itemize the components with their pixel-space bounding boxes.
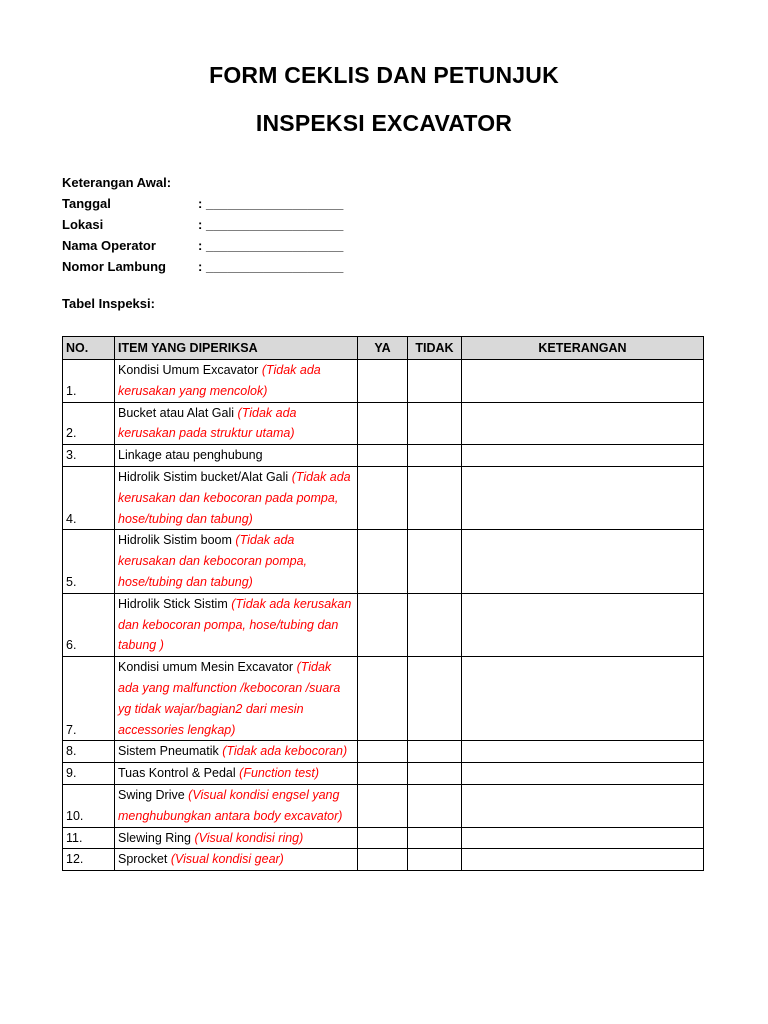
table-row: [63, 593, 704, 656]
row-number: 3.: [63, 445, 115, 467]
inspection-table-heading: Tabel Inspeksi:: [62, 296, 155, 311]
info-label: Lokasi: [62, 217, 104, 232]
row-number: 7.: [63, 657, 115, 741]
table-row: [63, 784, 704, 827]
ya-check-cell[interactable]: [358, 530, 408, 593]
table-row: [63, 657, 704, 741]
hull-number-blank-field[interactable]: ___________________: [206, 259, 344, 274]
document-title-line2: INSPEKSI EXCAVATOR: [255, 110, 513, 136]
item-cell: [115, 445, 358, 467]
info-label: Nama Operator: [62, 238, 156, 253]
ya-check-cell[interactable]: [358, 741, 408, 763]
item-cell: [115, 657, 358, 741]
info-row-operator: [62, 235, 343, 256]
keterangan-cell[interactable]: [462, 402, 704, 445]
table-row: [63, 360, 704, 403]
row-number: 4.: [63, 466, 115, 529]
info-separator: :: [198, 238, 203, 253]
item-name: Bucket atau Alat Gali: [118, 405, 235, 420]
ya-check-cell[interactable]: [358, 402, 408, 445]
table-row: [63, 466, 704, 529]
tidak-check-cell[interactable]: [408, 657, 462, 741]
tidak-check-cell[interactable]: [408, 741, 462, 763]
keterangan-cell[interactable]: [462, 466, 704, 529]
tidak-check-cell[interactable]: [408, 530, 462, 593]
item-inspection-hint: (Visual kondisi gear): [170, 852, 284, 867]
item-cell: [115, 784, 358, 827]
ya-check-cell[interactable]: [358, 360, 408, 403]
date-blank-field[interactable]: ___________________: [206, 196, 344, 211]
item-cell: [115, 402, 358, 445]
item-inspection-hint: (Visual kondisi engsel yang menghubungkan antara body excavator): [118, 787, 343, 823]
tidak-check-cell[interactable]: [408, 402, 462, 445]
keterangan-cell[interactable]: [462, 530, 704, 593]
row-number: 11.: [63, 827, 115, 849]
info-separator: :: [198, 196, 203, 211]
keterangan-cell[interactable]: [462, 763, 704, 785]
ya-check-cell[interactable]: [358, 763, 408, 785]
table-row: [63, 445, 704, 467]
item-name: Linkage atau penghubung: [118, 448, 263, 463]
item-inspection-hint: (Function test): [239, 766, 320, 781]
tidak-check-cell[interactable]: [408, 849, 462, 871]
item-cell: [115, 741, 358, 763]
row-number: 12.: [63, 849, 115, 871]
row-number: 5.: [63, 530, 115, 593]
info-row-hull-number: [62, 256, 343, 277]
item-inspection-hint: (Tidak ada kebocoran): [222, 744, 348, 759]
item-name: Sistem Pneumatik: [118, 744, 219, 759]
item-name: Kondisi Umum Excavator: [118, 363, 259, 377]
info-separator: :: [198, 259, 203, 274]
info-row-date: [62, 193, 343, 214]
column-header-ya: YA: [358, 337, 408, 360]
table-header-row: [63, 337, 704, 360]
item-cell: [115, 827, 358, 849]
ya-check-cell[interactable]: [358, 445, 408, 467]
info-label: Nomor Lambung: [62, 259, 166, 274]
row-number: 6.: [63, 593, 115, 656]
ya-check-cell[interactable]: [358, 849, 408, 871]
keterangan-cell[interactable]: [462, 445, 704, 467]
row-number: 8.: [63, 741, 115, 763]
item-cell: [115, 360, 358, 403]
tidak-check-cell[interactable]: [408, 763, 462, 785]
item-name: Hidrolik Stick Sistim: [118, 596, 228, 611]
table-row: [63, 402, 704, 445]
item-cell: [115, 849, 358, 871]
table-row: [63, 530, 704, 593]
ya-check-cell[interactable]: [358, 784, 408, 827]
document-title-line1: FORM CEKLIS DAN PETUNJUK: [209, 62, 559, 88]
keterangan-cell[interactable]: [462, 360, 704, 403]
ya-check-cell[interactable]: [358, 593, 408, 656]
item-cell: [115, 530, 358, 593]
item-name: Hidrolik Sistim bucket/Alat Gali: [118, 469, 289, 484]
operator-blank-field[interactable]: ___________________: [206, 238, 344, 253]
item-name: Swing Drive: [118, 787, 185, 802]
tidak-check-cell[interactable]: [408, 827, 462, 849]
table-row: [63, 849, 704, 871]
item-cell: [115, 466, 358, 529]
item-inspection-hint: (Tidak ada kerusakan dan kebocoran pompa, hose/tubing dan tabung): [118, 533, 308, 589]
table-row: [63, 763, 704, 785]
initial-info-heading: Keterangan Awal:: [62, 175, 172, 190]
table-row: [63, 741, 704, 763]
table-body: [63, 360, 704, 871]
item-inspection-hint: (Tidak ada yang malfunction /kebocoran /suara yg tidak wajar/bagian2 dari mesin accessories lengkap): [118, 660, 341, 737]
item-inspection-hint: (Tidak ada kerusakan pada struktur utama): [118, 405, 297, 441]
row-number: 2.: [63, 402, 115, 445]
keterangan-cell[interactable]: [462, 849, 704, 871]
inspection-table: [62, 336, 704, 871]
row-number: 9.: [63, 763, 115, 785]
tidak-check-cell[interactable]: [408, 784, 462, 827]
row-number: 1.: [63, 360, 115, 403]
initial-info-section: [62, 172, 343, 277]
tidak-check-cell[interactable]: [408, 593, 462, 656]
info-row-location: [62, 214, 343, 235]
row-number: 10.: [63, 784, 115, 827]
location-blank-field[interactable]: ___________________: [206, 217, 344, 232]
item-name: Slewing Ring: [118, 830, 191, 845]
item-name: Kondisi umum Mesin Excavator: [118, 660, 294, 675]
keterangan-cell[interactable]: [462, 657, 704, 741]
info-label: Tanggal: [62, 196, 111, 211]
column-header-item: ITEM YANG DIPERIKSA: [115, 337, 358, 360]
tidak-check-cell[interactable]: [408, 466, 462, 529]
item-cell: [115, 593, 358, 656]
item-cell: [115, 763, 358, 785]
table-row: [63, 827, 704, 849]
item-inspection-hint: (Tidak ada kerusakan dan kebocoran pada pompa, hose/tubing dan tabung): [118, 469, 351, 526]
item-inspection-hint: (Tidak ada kerusakan yang mencolok): [118, 363, 321, 398]
tidak-check-cell[interactable]: [408, 360, 462, 403]
column-header-keterangan: KETERANGAN: [462, 337, 704, 360]
keterangan-cell[interactable]: [462, 741, 704, 763]
item-inspection-hint: (Tidak ada kerusakan dan kebocoran pompa, hose/tubing dan tabung ): [118, 596, 352, 653]
keterangan-cell[interactable]: [462, 827, 704, 849]
keterangan-cell[interactable]: [462, 784, 704, 827]
info-separator: :: [198, 217, 203, 232]
item-name: Tuas Kontrol & Pedal: [118, 766, 236, 781]
item-name: Hidrolik Sistim boom: [118, 533, 232, 548]
ya-check-cell[interactable]: [358, 827, 408, 849]
tidak-check-cell[interactable]: [408, 445, 462, 467]
keterangan-cell[interactable]: [462, 593, 704, 656]
column-header-no: NO.: [63, 337, 115, 360]
column-header-tidak: TIDAK: [408, 337, 462, 360]
item-name: Sprocket: [118, 852, 168, 867]
ya-check-cell[interactable]: [358, 466, 408, 529]
item-inspection-hint: (Visual kondisi ring): [194, 830, 304, 845]
ya-check-cell[interactable]: [358, 657, 408, 741]
